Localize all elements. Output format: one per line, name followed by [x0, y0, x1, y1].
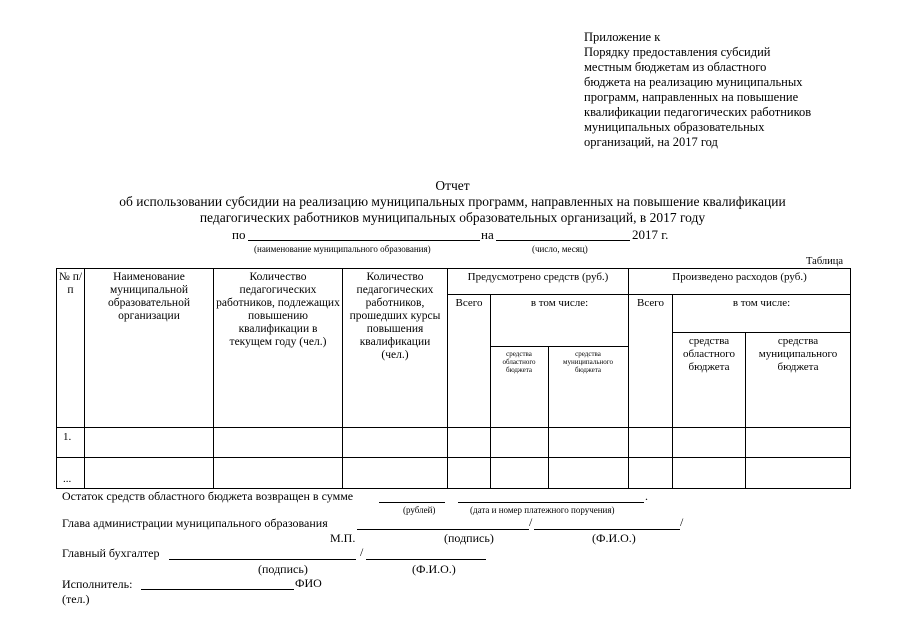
grid-line — [672, 294, 673, 489]
slash: / — [360, 545, 364, 559]
report-subtitle-2: педагогических работников муниципальных образовательных организаций, в 2017 году — [199, 210, 706, 225]
row-number: ... — [63, 473, 72, 485]
planned-municipal-header: средства муниципального бюджета — [563, 350, 613, 374]
col-org-header: Наименование муниципальной образовательной организации — [108, 271, 190, 322]
spent-total-header: Всего — [637, 297, 664, 309]
planned-total-header: Всего — [455, 297, 483, 309]
mp-label: М.П. — [330, 531, 356, 545]
hint-date: (число, месяц) — [532, 244, 588, 254]
report-subtitle-1: об использовании субсидии на реализацию муниципальных программ, направленных на повышение квалификации — [119, 194, 786, 209]
report-title: Отчет — [435, 178, 470, 193]
head-signature-hint: (подпись) — [444, 531, 494, 545]
grid-line — [56, 268, 850, 269]
executor-blank[interactable] — [141, 589, 294, 590]
appendix-line: Порядку предоставления субсидий — [584, 45, 771, 59]
grid-line — [84, 268, 85, 489]
payment-order-blank[interactable] — [458, 502, 644, 503]
grid-line — [490, 294, 491, 489]
grid-line — [56, 268, 57, 489]
appendix-line: квалификации педагогических работников — [584, 105, 812, 119]
grid-line — [56, 457, 850, 458]
year-suffix: 2017 г. — [632, 227, 669, 242]
appendix-line: бюджета на реализацию муниципальных — [584, 75, 803, 89]
grid-line — [342, 268, 343, 489]
col-count-planned-header: Количество педагогических работников, подлежащих повышению квалификации в текущем году (чел.) — [216, 271, 340, 348]
accountant-signature-hint: (подпись) — [258, 562, 308, 576]
na-label: на — [481, 227, 494, 242]
table-caption: Таблица — [806, 256, 844, 267]
appendix-line: местным бюджетам из областного — [584, 60, 767, 74]
grid-line — [490, 346, 628, 347]
head-fio-hint: (Ф.И.О.) — [592, 531, 636, 545]
planned-regional-header: средства областного бюджета — [502, 350, 536, 374]
slash: / — [680, 515, 684, 529]
date-blank[interactable] — [496, 240, 630, 241]
accountant-signature-blank[interactable] — [169, 559, 356, 560]
grid-line — [56, 427, 850, 428]
col-num-header: № п/п — [58, 271, 83, 296]
head-signature-blank[interactable] — [357, 529, 529, 530]
grid-line — [548, 346, 549, 489]
spent-municipal-header: средства муниципального бюджета — [758, 335, 838, 373]
head-fio-blank[interactable] — [534, 529, 680, 530]
appendix-line: Приложение к — [584, 30, 661, 44]
remainder-sum-blank[interactable] — [379, 502, 445, 503]
planned-including-header: в том числе: — [530, 297, 589, 309]
spent-including-header: в том числе: — [732, 297, 791, 309]
accountant-fio-hint: (Ф.И.О.) — [412, 562, 456, 576]
grid-line — [447, 294, 850, 295]
grid-line — [672, 332, 850, 333]
appendix-line: организаций, на 2017 год — [584, 135, 718, 149]
remainder-end: . — [645, 489, 648, 503]
spent-regional-header: средства областного бюджета — [682, 335, 735, 373]
group-spent-header: Произведено расходов (руб.) — [672, 271, 807, 283]
hint-rub: (рублей) — [403, 505, 436, 515]
appendix-block — [584, 30, 884, 150]
grid-line — [745, 332, 746, 489]
executor-label: Исполнитель: — [62, 577, 133, 591]
col-count-done-header: Количество педагогических работников, прошедших курсы повышения квалификации (чел.) — [349, 271, 441, 361]
hint-municipality: (наименование муниципального образования) — [254, 244, 431, 254]
municipality-blank[interactable] — [248, 240, 480, 241]
slash: / — [529, 515, 533, 529]
executor-fio-label: ФИО — [295, 576, 322, 590]
accountant-label: Главный бухгалтер — [62, 546, 160, 560]
grid-line — [213, 268, 214, 489]
grid-line — [850, 268, 851, 489]
hint-payment: (дата и номер платежного поручения) — [470, 505, 615, 515]
head-label: Глава администрации муниципального образования — [62, 516, 328, 530]
po-label: по — [232, 227, 246, 242]
accountant-fio-blank[interactable] — [366, 559, 486, 560]
group-planned-header: Предусмотрено средств (руб.) — [467, 271, 609, 283]
row-number: 1. — [63, 431, 72, 443]
remainder-label: Остаток средств областного бюджета возвращен в сумме — [62, 489, 354, 503]
tel-label: (тел.) — [62, 592, 90, 606]
appendix-line: программ, направленных на повышение — [584, 90, 799, 104]
appendix-line: муниципальных образовательных — [584, 120, 765, 134]
